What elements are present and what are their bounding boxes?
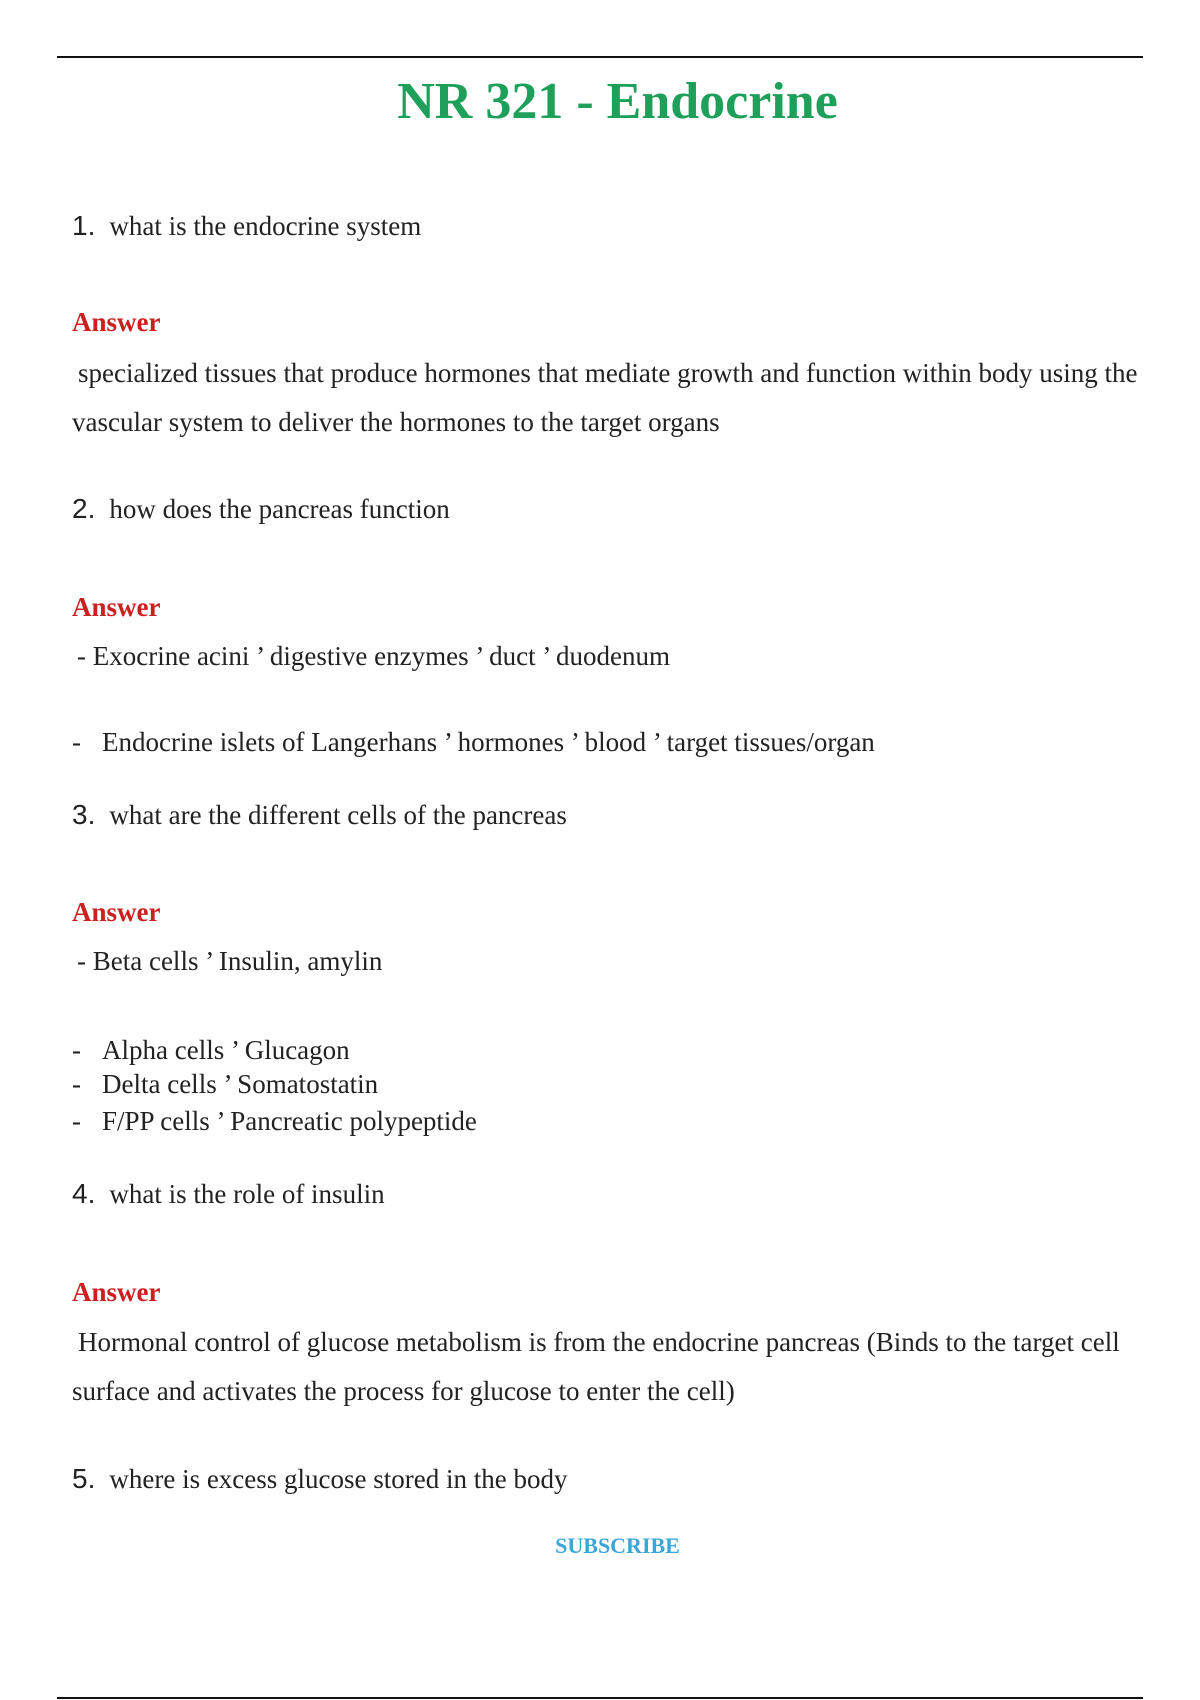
bottom-rule	[57, 1697, 1143, 1699]
answer-line: - Exocrine acini ’ digestive enzymes ’ duct ’ duodenum	[77, 641, 671, 671]
answer-list-item: - F/PP cells ’ Pancreatic polypeptide	[72, 1106, 477, 1136]
answer-list-text: Alpha cells ’ Glucagon	[102, 1035, 350, 1065]
question-text: what is the endocrine system	[109, 211, 422, 241]
question-number: 2.	[72, 493, 96, 524]
question-number: 4.	[72, 1178, 96, 1209]
question-text: what are the different cells of the pancreas	[109, 800, 567, 830]
answer-list-item: - Alpha cells ’ Glucagon	[72, 1035, 350, 1065]
answer-label: Answer	[72, 897, 161, 927]
question-4	[72, 1178, 385, 1210]
answer-label: Answer	[72, 592, 161, 622]
answer-list-text: F/PP cells ’ Pancreatic polypeptide	[102, 1106, 477, 1136]
answer-label: Answer	[72, 307, 161, 337]
question-text: what is the role of insulin	[109, 1179, 385, 1209]
question-5	[72, 1463, 568, 1495]
answer-line: - Beta cells ’ Insulin, amylin	[77, 946, 383, 976]
document-title: NR 321 - Endocrine	[397, 73, 838, 130]
question-number: 5.	[72, 1463, 96, 1494]
answer-text: Hormonal control of glucose metabolism is from the endocrine pancreas (Binds to the target cell surface and activates the process for glucose to enter the cell)	[72, 1327, 1120, 1406]
question-2	[72, 493, 450, 525]
question-number: 3.	[72, 799, 96, 830]
question-3	[72, 799, 567, 831]
answer-list-item: - Delta cells ’ Somatostatin	[72, 1069, 379, 1099]
question-number: 1.	[72, 210, 96, 241]
answer-text: specialized tissues that produce hormones that mediate growth and function within body using the vascular system to deliver the hormones to the target organs	[72, 358, 1138, 437]
answer-label: Answer	[72, 1277, 161, 1307]
question-text: how does the pancreas function	[109, 494, 450, 524]
subscribe-link[interactable]: SUBSCRIBE	[555, 1533, 680, 1558]
answer-list-text: Endocrine islets of Langerhans ’ hormones ’ blood ’ target tissues/organ	[102, 727, 875, 757]
question-1	[72, 210, 421, 242]
answer-list-item: - Endocrine islets of Langerhans ’ hormones ’ blood ’ target tissues/organ	[72, 727, 875, 757]
question-text: where is excess glucose stored in the body	[109, 1464, 568, 1494]
answer-list-text: Delta cells ’ Somatostatin	[102, 1069, 379, 1099]
top-rule	[57, 56, 1143, 58]
